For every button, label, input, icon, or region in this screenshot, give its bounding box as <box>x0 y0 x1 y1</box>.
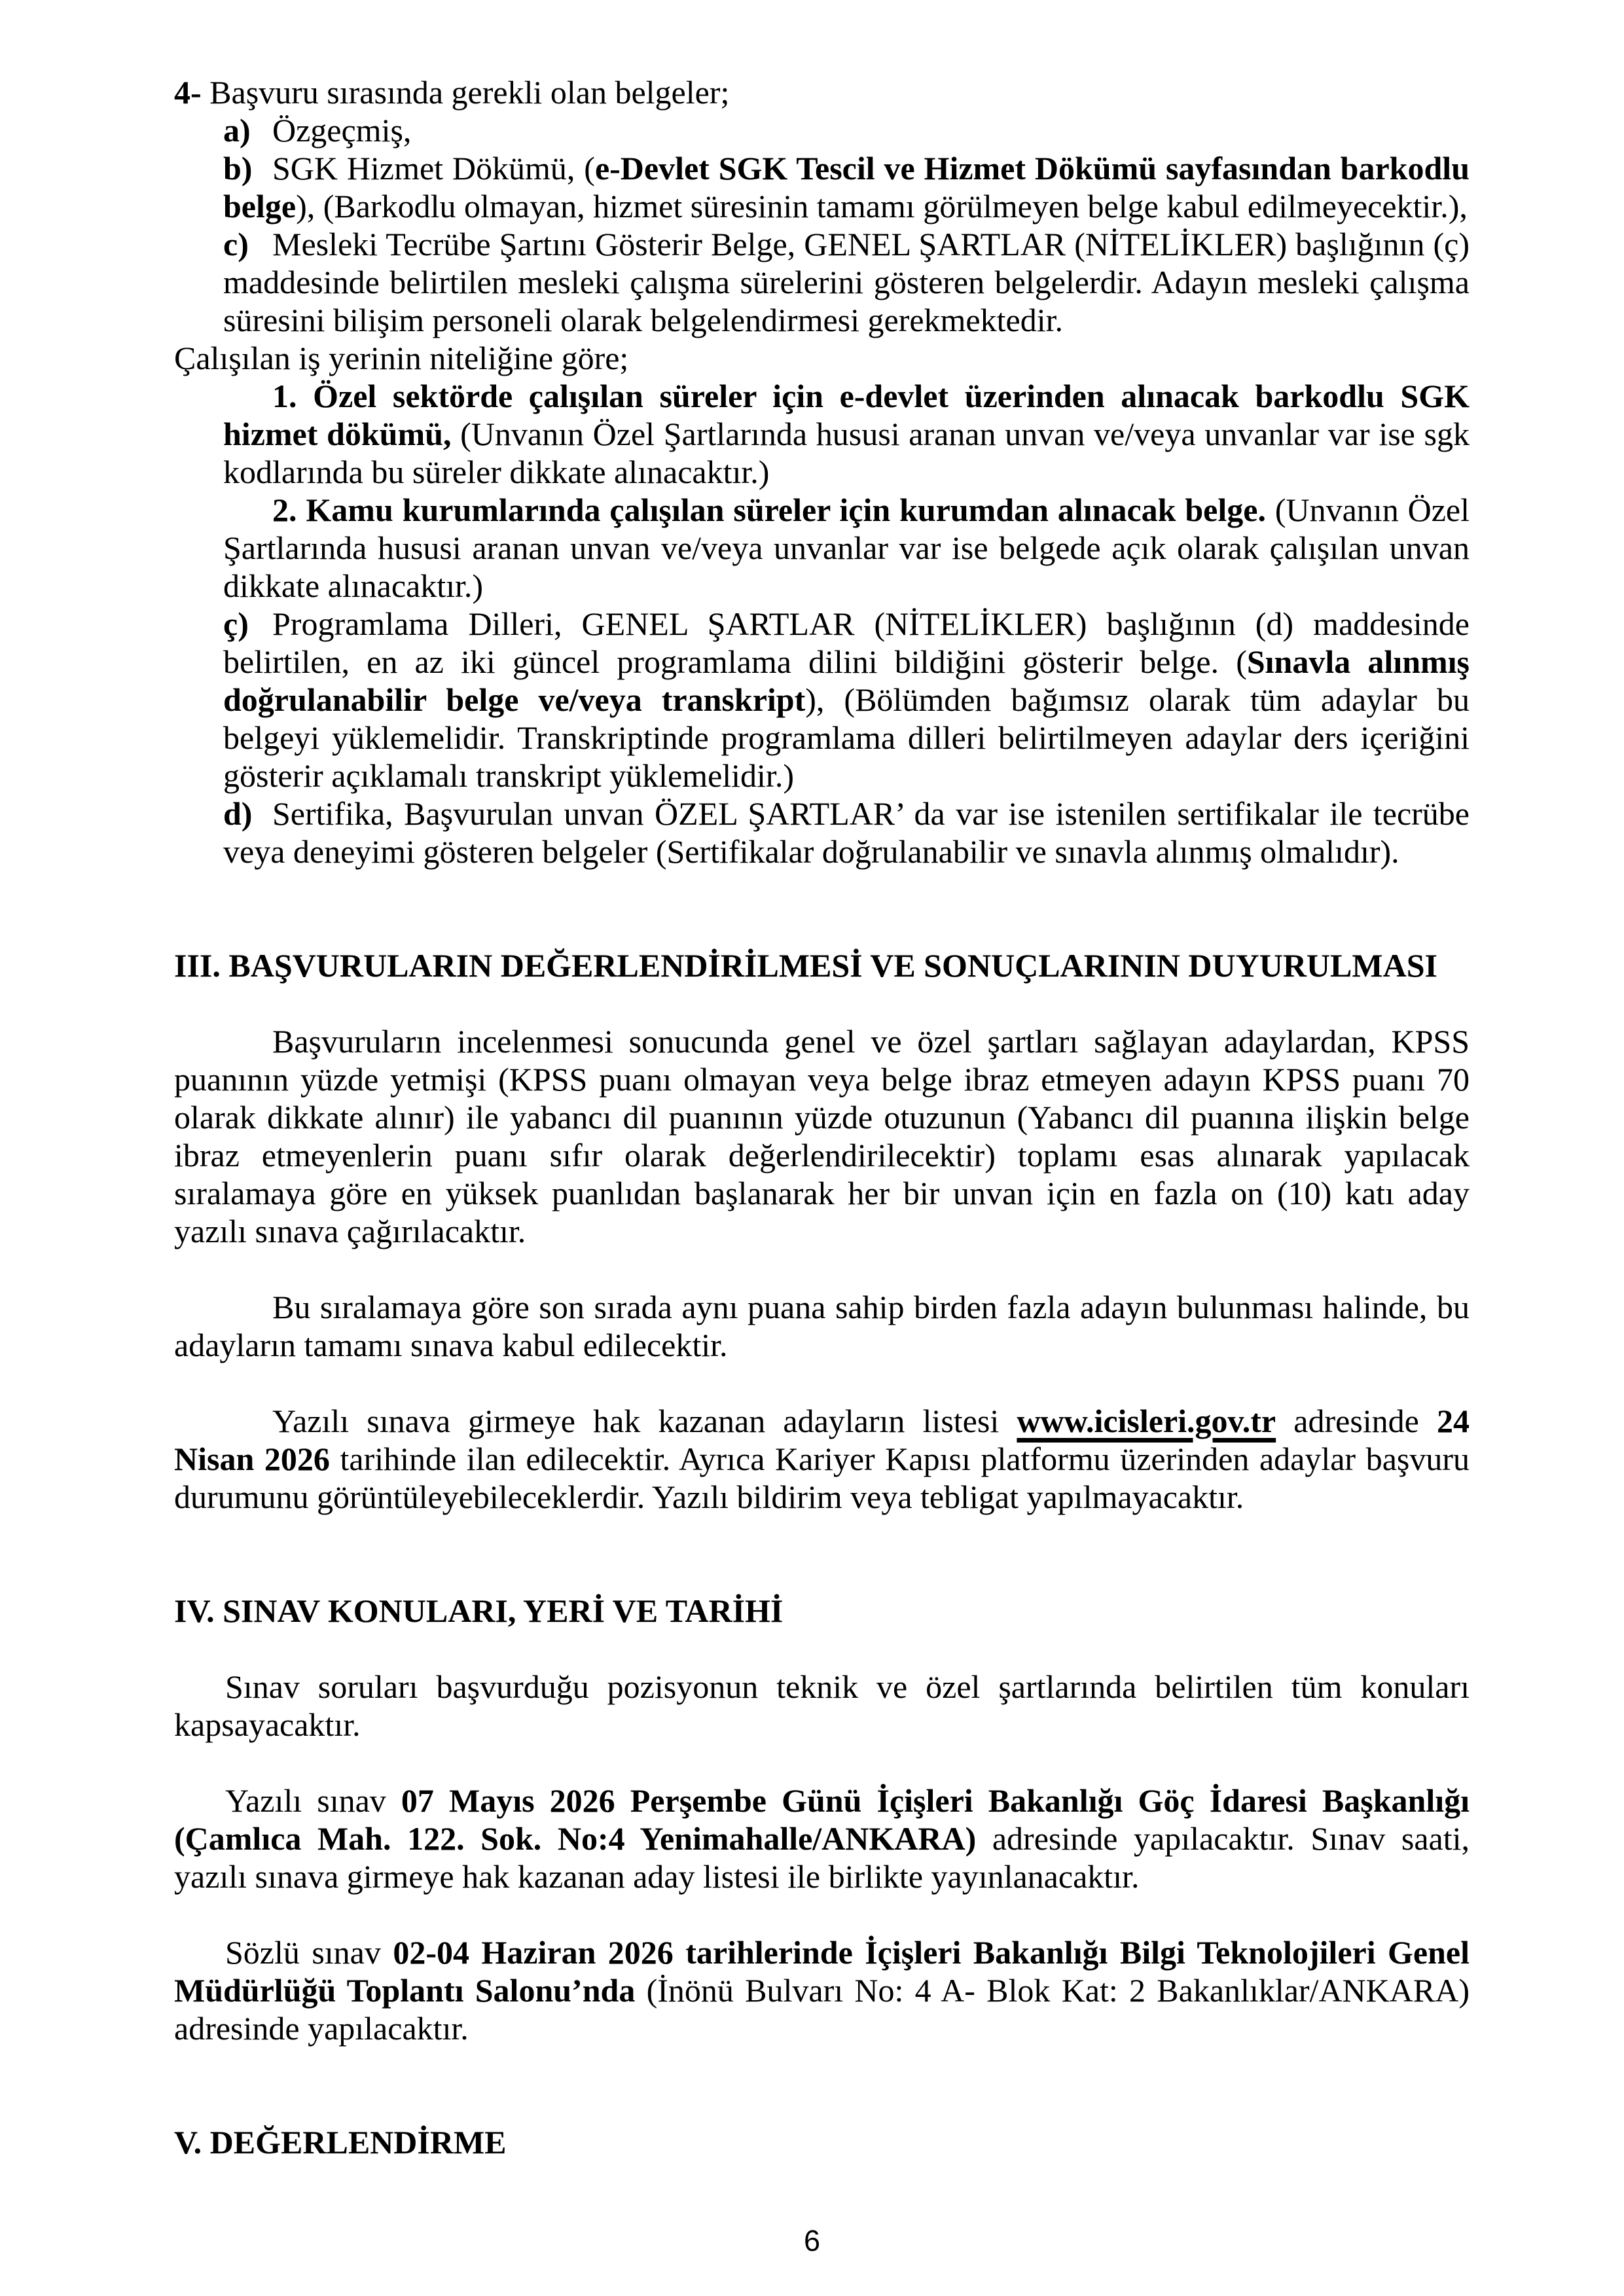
list-item-2 <box>223 491 1470 605</box>
page-number: 6 <box>803 2224 821 2257</box>
list-marker: b) <box>223 150 253 187</box>
section-heading-iv: IV. SINAV KONULARI, YERİ VE TARİHİ <box>174 1592 784 1629</box>
text-segment: (Unvanın Özel Şartlarında hususi aranan unvan ve/veya unvanlar var ise sgk kodlarında bu süreler dikkate alınacaktır.) <box>223 416 1470 490</box>
section-heading-v: V. DEĞERLENDİRME <box>174 2124 507 2161</box>
list-item-c-cedilla <box>223 605 1470 795</box>
text-segment: 02-04 Haziran 2026 tarihlerinde İçişleri Bakanlığı Bilgi Teknolojileri Genel Müdürlüğü Toplantı Salonu’nda <box>174 1934 1470 2009</box>
website-link[interactable]: www.icisleri.gov.tr <box>1017 1403 1276 1439</box>
text-segment: (İnönü Bulvarı No: 4 A- Blok Kat: 2 Bakanlıklar/ANKARA) adresinde yapılacaktır. <box>174 1972 1470 2047</box>
list-marker: ç) <box>223 605 249 642</box>
paragraph-evaluation <box>174 1022 1470 1250</box>
list-marker: a) <box>223 112 251 149</box>
list-item-c <box>223 225 1470 339</box>
section-heading-iii: III. BAŞVURULARIN DEĞERLENDİRİLMESİ VE SONUÇLARININ DUYURULMASI <box>174 947 1437 984</box>
text-segment: Programlama Dilleri, GENEL ŞARTLAR (NİTELİKLER) başlığının (d) maddesinde belirtilen, en az iki güncel programlama dilini bildiğini gösterir belge. ( <box>223 605 1470 680</box>
text-segment: Sınav soruları başvurduğu pozisyonun teknik ve özel şartlarında belirtilen tüm konuları kapsayacaktır. <box>174 1668 1470 1743</box>
text-segment: (Unvanın Özel Şartlarında hususi aranan unvan ve/veya unvanlar var ise belgede açık olarak çalışılan unvan dikkate alınacaktır.) <box>223 492 1470 604</box>
text-segment: 1. Özel sektörde çalışılan süreler için e-devlet üzerinden alınacak barkodlu SGK hizmet dökümü, <box>223 378 1470 452</box>
list-item-a <box>223 111 1470 149</box>
paragraph-written-exam <box>174 1782 1470 1895</box>
list-item-4 <box>174 73 1470 111</box>
text-segment: 24 Nisan 2026 <box>174 1403 1470 1477</box>
text-segment: adresinde <box>1276 1403 1437 1439</box>
list-item-d <box>223 795 1470 870</box>
text-segment: 4- <box>174 74 202 111</box>
text-segment: tarihinde ilan edilecektir. Ayrıca Kariyer Kapısı platformu üzerinden adaylar başvuru durumunu görüntüleyebileceklerdir. Yazılı bildirim veya tebligat yapılmayacaktır. <box>174 1441 1470 1515</box>
text-segment: Başvuru sırasında gerekli olan belgeler; <box>201 74 730 111</box>
list-item-1 <box>223 377 1470 491</box>
text-segment: ), (Bölümden bağımsız olarak tüm adaylar bu belgeyi yüklemelidir. Transkriptinde programlama dilleri belirtilmeyen adaylar ders içeriğini gösterir açıklamalı transkript yüklemelidir.) <box>223 681 1470 794</box>
text-segment: e-Devlet SGK Tescil ve Hizmet Dökümü sayfasından barkodlu belge <box>223 150 1470 224</box>
text-segment: Çalışılan iş yerinin niteliğine göre; <box>174 340 629 376</box>
text-segment: Özgeçmiş, <box>272 112 412 149</box>
paragraph-oral-exam <box>174 1933 1470 2047</box>
text-segment: 07 Mayıs 2026 Perşembe Günü İçişleri Bakanlığı Göç İdaresi Başkanlığı (Çamlıca Mah. 122. Sok. No:4 Yenimahalle/ANKARA) <box>174 1782 1470 1857</box>
text-segment: 2. Kamu kurumlarında çalışılan süreler için kurumdan alınacak belge. <box>272 492 1275 528</box>
text-segment: Bu sıralamaya göre son sırada aynı puana sahip birden fazla adayın bulunması halinde, bu adayların tamamı sınava kabul edilecektir. <box>174 1289 1470 1363</box>
text-segment: Mesleki Tecrübe Şartını Gösterir Belge, GENEL ŞARTLAR (NİTELİKLER) başlığının (ç) maddesinde belirtilen mesleki çalışma sürelerini gösteren belgelerdir. Adayın mesleki çalışma süresini bilişim personeli olarak belgelendirmesi gerekmektedir. <box>223 226 1470 338</box>
text-segment: adresinde yapılacaktır. Sınav saati, yazılı sınava girmeye hak kazanan aday listesi ile birlikte yayınlanacaktır. <box>174 1820 1470 1895</box>
paragraph-tie-break <box>174 1288 1470 1364</box>
text-segment: SGK Hizmet Dökümü, ( <box>272 150 595 187</box>
text-segment: Yazılı sınav <box>225 1782 401 1819</box>
list-marker: d) <box>223 795 253 832</box>
paragraph-workplace-type <box>174 339 1470 377</box>
text-segment: Sınavla alınmış doğrulanabilir belge ve/veya transkript <box>223 643 1470 718</box>
list-item-b <box>223 149 1470 225</box>
text-segment: ), (Barkodlu olmayan, hizmet süresinin tamamı görülmeyen belge kabul edilmeyecektir.), <box>296 188 1468 224</box>
text-segment: Yazılı sınava girmeye hak kazanan adayların listesi <box>272 1403 1017 1439</box>
text-segment: Sözlü sınav <box>225 1934 393 1971</box>
paragraph-exam-scope <box>174 1668 1470 1744</box>
text-segment: Sertifika, Başvurulan unvan ÖZEL ŞARTLAR’ da var ise istenilen sertifikalar ile tecrübe veya deneyimi gösteren belgeler (Sertifikalar doğrulanabilir ve sınavla alınmış olmalıdır). <box>223 795 1470 870</box>
paragraph-exam-list-announcement <box>174 1402 1470 1516</box>
list-marker: c) <box>223 226 249 262</box>
text-segment: Başvuruların incelenmesi sonucunda genel ve özel şartları sağlayan adaylardan, KPSS puanının yüzde yetmişi (KPSS puanı olmayan veya belge ibraz etmeyen adayın KPSS puanı 70 olarak dikkate alınır) ile yabancı dil puanının yüzde otuzunun (Yabancı dil puanına ilişkin belge ibraz etmeyenlerin puanı sıfır olarak değerlendirilecektir) toplamı esas alınarak yapılacak sıralamaya göre en yüksek puanlıdan başlanarak her bir unvan için en fazla on (10) katı aday yazılı sınava çağırılacaktır. <box>174 1023 1470 1249</box>
